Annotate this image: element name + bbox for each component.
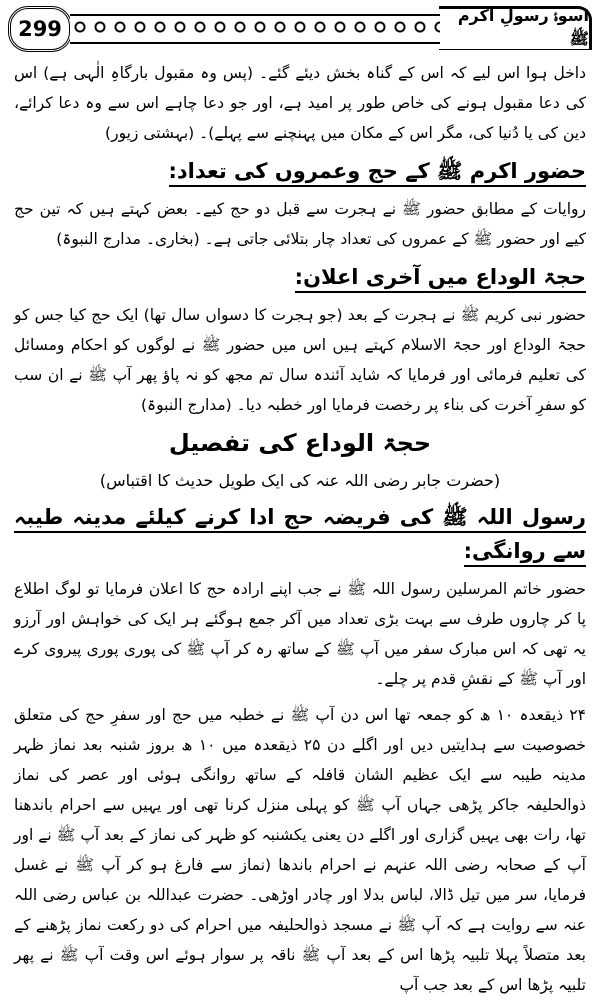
section-heading: [14, 260, 586, 294]
page-header: [8, 6, 592, 50]
paragraph: ۲۴ ذیقعدہ ۱۰ ھ کو جمعہ تھا اس دن آپ ﷺ نے خطبہ میں حج اور سفرِ حج کی متعلق خصوصیت سے ہدایتیں دیں اور اگلے دن ۲۵ ذیقعدہ میں ۱۰ ھ بروز شنبہ بعد نماز ظہر مدینہ طیبہ سے ایک عظیم الشان قافلہ کے ساتھ روانگی ہوئی اور عصر کی نماز ذوالحلیفہ جاکر پڑھی جہاں آپ ﷺ کو پہلی منزل کرنا تھی اور یہیں سے احرام باندھنا تھا، رات بھی یہیں گزاری اور اگلے دن یعنی یکشنبہ کو ظہر کی نماز کے بعد آپ ﷺ نے اور آپ کے صحابہ رضی اللہ عنہم نے احرام باندھا (نماز سے فارغ ہو کر آپ ﷺ نے غسل فرمایا، سر میں تیل ڈالا، لباس بدلا اور چادر اوڑھی۔ حضرت عبداللہ بن عباس رضی اللہ عنہ سے روایت ہے کہ آپ ﷺ نے مسجد ذوالحلیفہ میں احرام کی دو رکعت نماز پڑھنے کے بعد متصلاً پہلا تلبیہ پڑھا اس کے بعد آپ ﷺ ناقہ پر سوار ہوئے اس وقت آپ ﷺ نے پھر تلبیہ پڑھا اس کے بعد جب آپ: [14, 706, 587, 994]
section-heading-text: حضور اکرم ﷺ کے حج وعمروں کی تعداد:: [169, 159, 587, 187]
chapter-heading: حجۃ الوداع کی تفصیل: [168, 429, 432, 457]
book-title: اسوۂ رسولِ اکرم ﷺ: [439, 6, 592, 50]
page-number: 299: [8, 6, 72, 52]
section-heading-text: حجۃ الوداع میں آخری اعلان:: [295, 265, 586, 293]
section-heading: [14, 500, 586, 568]
chapter-subheading: (حضرت جابر رضی اللہ عنہ کی ایک طویل حدیث کا اقتباس): [99, 471, 501, 490]
paragraph: روایات کے مطابق حضور ﷺ نے ہجرت سے قبل دو حج کیے۔ بعض کہتے ہیں کہ تین حج کیے اور حضور ﷺ کے عمروں کی تعداد چار بتلائی جاتی ہے۔ (بخاری۔ مدارج النبوۃ): [14, 200, 586, 248]
section-heading: [14, 154, 586, 188]
page-body: [14, 58, 586, 1006]
paragraph: حضور خاتم المرسلین رسول اللہ ﷺ نے جب اپنے ارادہ حج کا اعلان فرمایا تو لوگ اطلاع پا کر چاروں طرف سے بہت بڑی تعداد میں آکر جمع ہوگئے ہر ایک کی خواہش اور آرزو یہ تھی کہ اس مبارک سفر میں آپ ﷺ کے ساتھ رہ کر آپ ﷺ کی پوری پوری پیروی کرے اور آپ ﷺ کے نقشِ قدم پر چلے۔: [14, 580, 586, 688]
paragraph: داخل ہوا اس لیے کہ اس کے گناہ بخش دیئے گئے۔ (پس وہ مقبول بارگاہِ الٰہی ہے) اس کی دعا مقبول ہونے کی خاص طور پر امید ہے، اور جو دعا چاہے اس سے وہ دعا کرائے، دین کی یا دُنیا کی، مگر اس کے مکان میں پہنچنے سے پہلے)۔ (بہشتی زیور): [14, 64, 586, 142]
decorative-border: [70, 14, 440, 44]
paragraph: حضور نبی کریم ﷺ نے ہجرت کے بعد (جو ہجرت کا دسواں سال تھا) ایک حج کیا جس کو حجۃ الوداع اور حجۃ الاسلام کہتے ہیں اس میں حضور ﷺ نے لوگوں کو احکام ومسائل کی تعلیم فرمائی اور فرمایا کہ شاید آئندہ سال تم مجھ کو نہ پاؤ پھر آپ ﷺ نے ان سب کو سفرِ آخرت کی بناء پر رخصت فرمایا اور خطبہ دیا۔ (مدارج النبوۃ): [14, 306, 586, 414]
section-heading-text: رسول اللہ ﷺ کی فریضہ حج ادا کرنے کیلئے مدینہ طیبہ سے روانگی:: [14, 505, 586, 567]
